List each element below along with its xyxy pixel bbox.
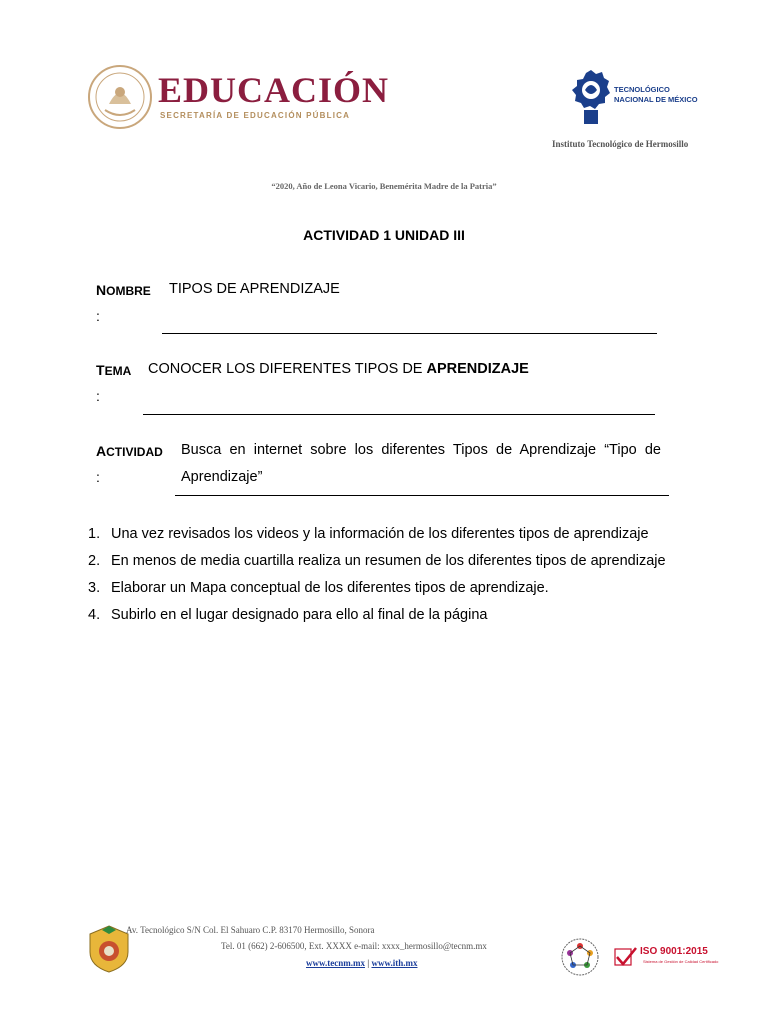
tema-underline [143, 414, 655, 415]
footer-links: www.tecnm.mx | www.ith.mx [306, 958, 418, 968]
footer-address: Av. Tecnológico S/N Col. El Sahuaro C.P. 83170 Hermosillo, Sonora [126, 925, 375, 935]
document-title: ACTIVIDAD 1 UNIDAD III [303, 227, 465, 243]
sep-brand-title: EDUCACIÓN [158, 70, 390, 110]
iso-certification-label: ISO 9001:2015 [640, 946, 708, 957]
national-seal-logo [87, 64, 153, 130]
tema-value: CONOCER LOS DIFERENTES TIPOS DE APRENDIZAJE [148, 361, 529, 377]
actividad-label: ACTIVIDAD [96, 443, 163, 459]
list-item: 3. Elaborar un Mapa conceptual de los diferentes tipos de aprendizaje. [88, 580, 549, 596]
list-item: 2. En menos de media cuartilla realiza un resumen de los diferentes tipos de aprendizaje [88, 553, 666, 569]
nombre-label: NOMBRE [96, 282, 151, 298]
iso-check-icon [614, 945, 640, 967]
tema-colon: : [96, 388, 100, 404]
sep-brand-subtitle: SECRETARÍA DE EDUCACIÓN PÚBLICA [160, 111, 351, 120]
tecnm-logo [572, 68, 610, 126]
actividad-underline [175, 495, 669, 496]
tecnm-line2: NACIONAL DE MÉXICO [614, 95, 698, 104]
year-motto: “2020, Año de Leona Vicario, Benemérita Madre de la Patria” [271, 181, 497, 191]
nombre-colon: : [96, 308, 100, 324]
list-item: 4. Subirlo en el lugar designado para ello al final de la página [88, 607, 488, 623]
tecnm-line1: TECNOLÓGICO [614, 85, 670, 94]
institute-name: Instituto Tecnológico de Hermosillo [552, 139, 689, 149]
nombre-underline [162, 333, 657, 334]
tema-label: TEMA [96, 362, 132, 378]
nombre-value: TIPOS DE APRENDIZAJE [169, 281, 340, 297]
ith-link[interactable]: www.ith.mx [371, 958, 418, 968]
footer-contact: Tel. 01 (662) 2-606500, Ext. XXXX e-mail: xxxx_hermosillo@tecnm.mx [221, 941, 487, 951]
tecnm-link[interactable]: www.tecnm.mx [306, 958, 365, 968]
actividad-value-line2: Aprendizaje” [181, 469, 263, 485]
list-item: 1. Una vez revisados los videos y la información de los diferentes tipos de aprendizaje [88, 526, 649, 542]
tecnm-wordmark [614, 85, 698, 105]
equality-seal-logo [560, 937, 600, 977]
iso-certification-sub: Sistema de Gestión de Calidad Certificado [643, 959, 719, 964]
actividad-value-line1: Busca en internet sobre los diferentes Tipos de Aprendizaje “Tipo de [181, 442, 661, 458]
instructions-list [88, 521, 728, 629]
actividad-colon: : [96, 469, 100, 485]
